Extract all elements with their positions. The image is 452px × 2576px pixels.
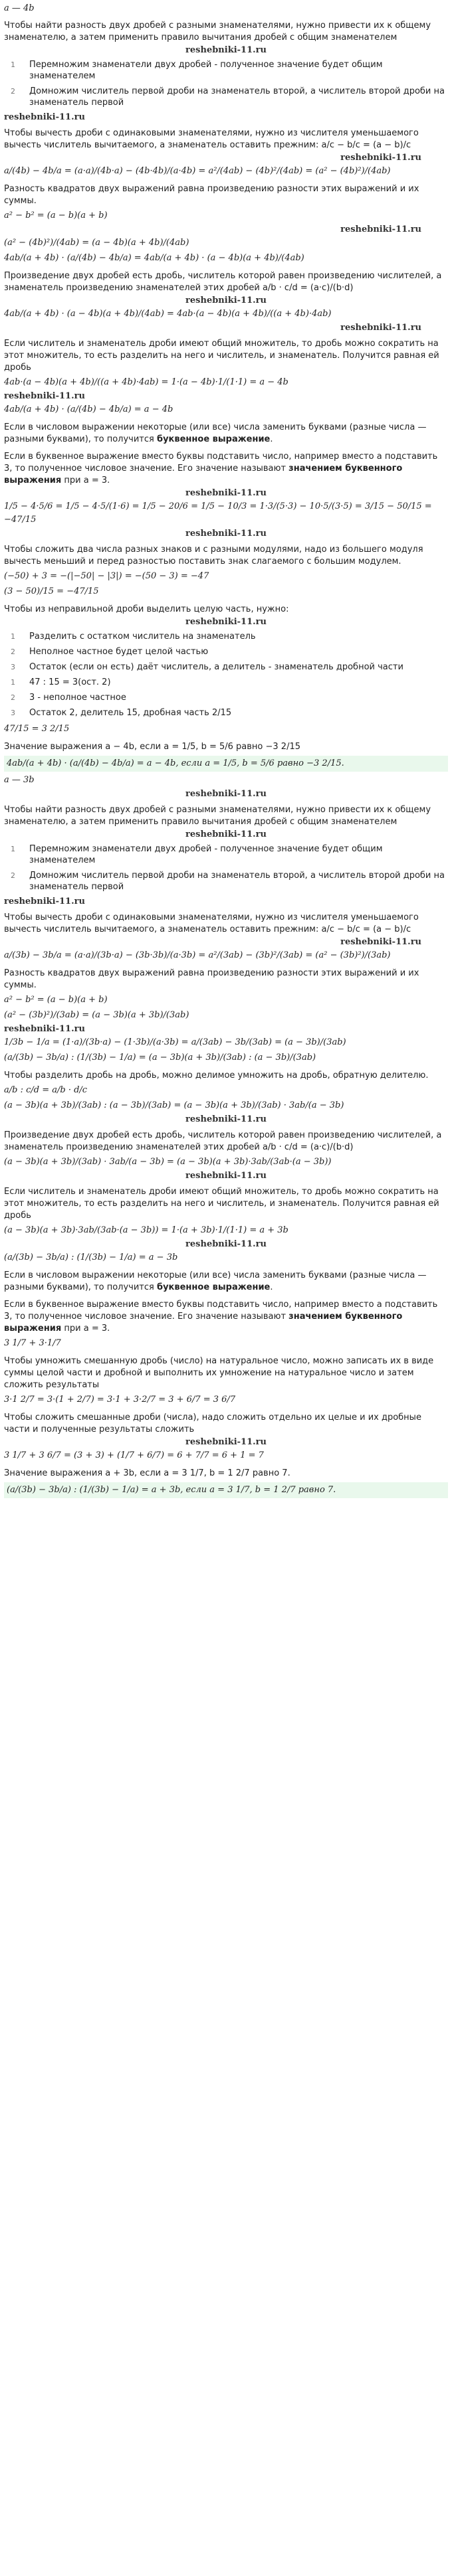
list-item: 2 Домножим числитель первой дроби на знаменатель второй, а числитель второй дроби на знаменатель первой xyxy=(11,86,445,108)
paragraph: Значение выражения a − 4b, если a = 1/5, b = 5/6 равно −3 2/15 xyxy=(4,742,300,752)
equation: a² − b² = (a − b)(a + b) xyxy=(4,211,108,220)
watermark: reshebniki-11.ru xyxy=(340,153,421,163)
watermark: reshebniki-11.ru xyxy=(185,296,267,305)
paragraph: Чтобы вычесть дроби с одинаковыми знаменателями, нужно из числителя уменьшаемого вычесть числитель вычитаемого, а знаменатель оставить прежним: a/c − b/c = (a − b)/c xyxy=(4,912,419,934)
paragraph: Произведение двух дробей есть дробь, числитель которой равен произведению числителей, а знаменатель произведению знаменателей этих дробей a/b · c/d = (a·c)/(b·d) xyxy=(4,1130,442,1152)
equation: 3 1/7 + 3 6/7 = (3 + 3) + (1/7 + 6/7) = 6 + 7/7 = 6 + 1 = 7 xyxy=(4,1450,264,1460)
watermark: reshebniki-11.ru xyxy=(340,323,421,333)
equation: (a − 3b)(a + 3b)·3ab/(3ab·(a − 3b)) = 1·(a + 3b)·1/(1·1) = a + 3b xyxy=(4,1225,288,1235)
paragraph: Если в буквенное выражение вместо буквы подставить число, например вместо a подставить 3, то полученное числовое значение. Его значение называют значением буквенного выражения при a = 3. xyxy=(4,452,438,485)
watermark: reshebniki-11.ru xyxy=(4,112,85,122)
list-item: 3 Остаток (если он есть) даёт числитель, а делитель - знаменатель дробной части xyxy=(11,662,403,672)
paragraph: Чтобы сложить два числа разных знаков и с разными модулями, надо из большего модуля вычесть меньший и перед разностью поставить знак слагаемого с большим модулем. xyxy=(4,545,423,566)
paragraph: Если в буквенное выражение вместо буквы подставить число, например вместо a подставить 3, то полученное числовое значение. Его значение называют значением буквенного выражения при a = 3. xyxy=(4,1300,438,1333)
intro-expression: a — 3b xyxy=(4,775,35,785)
watermark: reshebniki-11.ru xyxy=(185,617,267,627)
paragraph: Чтобы сложить смешанные дроби (числа), надо сложить отдельно их целые и их дробные части и полученные результаты сложить xyxy=(4,1413,421,1434)
watermark: reshebniki-11.ru xyxy=(340,224,421,234)
paragraph: Разность квадратов двух выражений равна произведению разности этих выражений и их суммы. xyxy=(4,968,419,990)
equation: 3·1 2/7 = 3·(1 + 2/7) = 3·1 + 3·2/7 = 3 + 6/7 = 3 6/7 xyxy=(4,1395,236,1405)
list-item: 1 47 : 15 = 3(ост. 2) xyxy=(11,677,111,687)
equation: 4ab·(a − 4b)(a + 4b)/((a + 4b)·4ab) = 1·(a − 4b)·1/(1·1) = a − 4b xyxy=(4,377,288,387)
list-item: 2 Домножим числитель первой дроби на знаменатель второй, а числитель второй дроби на знаменатель первой xyxy=(11,871,445,892)
paragraph: Чтобы разделить дробь на дробь, можно делимое умножить на дробь, обратную делителю. xyxy=(4,1071,429,1080)
step-list xyxy=(4,843,448,893)
list-item: 1 Перемножим знаменатели двух дробей - полученное значение будет общим знаменателем xyxy=(11,60,383,81)
paragraph: Чтобы найти разность двух дробей с разными знаменателями, нужно привести их к общему знаменателю, а затем применить правило вычитания дробей с общим знаменателем xyxy=(4,21,431,43)
list-item: 2 3 - неполное частное xyxy=(11,693,126,703)
watermark: reshebniki-11.ru xyxy=(185,1114,267,1124)
paragraph: Произведение двух дробей есть дробь, числитель которой равен произведению числителей, а знаменатель произведению знаменателей этих дробей a/b · c/d = (a·c)/(b·d) xyxy=(4,271,442,293)
equation: a/b : c/d = a/b · d/c xyxy=(4,1085,88,1095)
equation: (a/(3b) − 3b/a) : (1/(3b) − 1/a) = a − 3b xyxy=(4,1252,178,1262)
answer-highlight: (a/(3b) − 3b/a) : (1/(3b) − 1/a) = a + 3b, если a = 3 1/7, b = 1 2/7 равно 7. xyxy=(4,1482,448,1498)
equation: (a² − (4b)²)/(4ab) = (a − 4b)(a + 4b)/(4ab) xyxy=(4,238,189,248)
paragraph: Чтобы умножить смешанную дробь (число) на натуральное число, можно записать их в виде суммы целой части и дробной и выполнить их умножение на натуральное число и затем сложить результаты xyxy=(4,1356,434,1390)
paragraph: Чтобы вычесть дроби с одинаковыми знаменателями, нужно из числителя уменьшаемого вычесть числитель вычитаемого, а знаменатель оставить прежним: a/c − b/c = (a − b)/c xyxy=(4,128,419,150)
paragraph: Разность квадратов двух выражений равна произведению разности этих выражений и их суммы. xyxy=(4,184,419,206)
equation: (a − 3b)(a + 3b)/(3ab) : (a − 3b)/(3ab) = (a − 3b)(a + 3b)/(3ab) · 3ab/(a − 3b) xyxy=(4,1100,344,1110)
equation: (a/(3b) − 3b/a) : (1/(3b) − 1/a) = (a − 3b)(a + 3b)/(3ab) : (a − 3b)/(3ab) xyxy=(4,1053,316,1063)
watermark: reshebniki-11.ru xyxy=(185,1171,267,1181)
step-list xyxy=(4,631,448,719)
paragraph: Чтобы из неправильной дроби выделить целую часть, нужно: xyxy=(4,604,289,614)
watermark: reshebniki-11.ru xyxy=(185,488,267,498)
list-item: 1 Перемножим знаменатели двух дробей - полученное значение будет общим знаменателем xyxy=(11,844,383,865)
equation: a/(4b) − 4b/a = (a·a)/(4b·a) − (4b·4b)/(a·4b) = a²/(4ab) − (4b)²/(4ab) = (a² − (4b)²)/(4ab) xyxy=(4,166,391,176)
equation: (a² − (3b)²)/(3ab) = (a − 3b)(a + 3b)/(3ab) xyxy=(4,1010,189,1020)
watermark: reshebniki-11.ru xyxy=(185,529,267,539)
equation: a² − b² = (a − b)(a + b) xyxy=(4,995,108,1005)
watermark: reshebniki-11.ru xyxy=(185,1437,267,1447)
paragraph: Если числитель и знаменатель дроби имеют общий множитель, то дробь можно сократить на этот множитель, то есть разделить на него и числитель, и знаменатель. Получится равная ей дробь xyxy=(4,1187,439,1221)
equation: 4ab/(a + 4b) · (a/(4b) − 4b/a) = 4ab/(a + 4b) · (a − 4b)(a + 4b)/(4ab) xyxy=(4,253,304,263)
equation: a/(3b) − 3b/a = (a·a)/(3b·a) − (3b·3b)/(a·3b) = a²/(3ab) − (3b)²/(3ab) = (a² − (3b)²)/(3ab) xyxy=(4,950,391,960)
intro-expression: a — 4b xyxy=(4,3,35,13)
equation: (a − 3b)(a + 3b)/(3ab) · 3ab/(a − 3b) = (a − 3b)(a + 3b)·3ab/(3ab·(a − 3b)) xyxy=(4,1157,332,1167)
paragraph: Значение выражения a + 3b, если a = 3 1/7, b = 1 2/7 равно 7. xyxy=(4,1468,290,1478)
paragraph: Чтобы найти разность двух дробей с разными знаменателями, нужно привести их к общему знаменателю, а затем применить правило вычитания дробей с общим знаменателем xyxy=(4,805,431,827)
paragraph: Если числитель и знаменатель дроби имеют общий множитель, то дробь можно сократить на этот множитель, то есть разделить на него и числитель, и знаменатель. Получится равная ей дробь xyxy=(4,339,439,373)
paragraph: Если в числовом выражении некоторые (или все) числа заменить буквами (разные числа — разными буквами), то получится буквенное выражение. xyxy=(4,422,427,444)
watermark: reshebniki-11.ru xyxy=(185,789,267,799)
equation: 1/5 − 4·5/6 = 1/5 − 4·5/(1·6) = 1/5 − 20/6 = 1/5 − 10/3 = 1·3/(5·3) − 10·5/(3·5) = 3/15 − 50/15 = −47/15 xyxy=(4,501,432,525)
watermark: reshebniki-11.ru xyxy=(340,937,421,947)
answer-highlight: 4ab/(a + 4b) · (a/(4b) − 4b/a) = a − 4b, если a = 1/5, b = 5/6 равно −3 2/15. xyxy=(4,756,448,772)
list-item: 2 Неполное частное будет целой частью xyxy=(11,647,209,657)
watermark: reshebniki-11.ru xyxy=(4,897,85,906)
watermark: reshebniki-11.ru xyxy=(4,1024,85,1034)
equation: 1/3b − 1/a = (1·a)/(3b·a) − (1·3b)/(a·3b) = a/(3ab) − 3b/(3ab) = (a − 3b)/(3ab) xyxy=(4,1037,346,1047)
paragraph: Если в числовом выражении некоторые (или все) числа заменить буквами (разные числа — разными буквами), то получится буквенное выражение. xyxy=(4,1270,427,1292)
equation: 4ab/(a + 4b) · (a/(4b) − 4b/a) = a − 4b xyxy=(4,404,173,414)
equation: 4ab/(a + 4b) · (a − 4b)(a + 4b)/(4ab) = 4ab·(a − 4b)(a + 4b)/((a + 4b)·4ab) xyxy=(4,309,332,319)
equation: 3 1/7 + 3·1/7 xyxy=(4,1338,61,1348)
solution-page xyxy=(0,3,452,1498)
equation: 47/15 = 3 2/15 xyxy=(4,724,70,734)
list-item: 3 Остаток 2, делитель 15, дробная часть 2/15 xyxy=(11,708,232,718)
watermark: reshebniki-11.ru xyxy=(4,391,85,401)
equation: (3 − 50)/15 = −47/15 xyxy=(4,586,99,596)
watermark: reshebniki-11.ru xyxy=(185,829,267,839)
watermark: reshebniki-11.ru xyxy=(185,1239,267,1249)
watermark: reshebniki-11.ru xyxy=(185,45,267,55)
step-list xyxy=(4,59,448,108)
list-item: 1 Разделить с остатком числитель на знаменатель xyxy=(11,632,256,642)
equation: (−50) + 3 = −(|−50| − |3|) = −(50 − 3) = −47 xyxy=(4,571,209,581)
